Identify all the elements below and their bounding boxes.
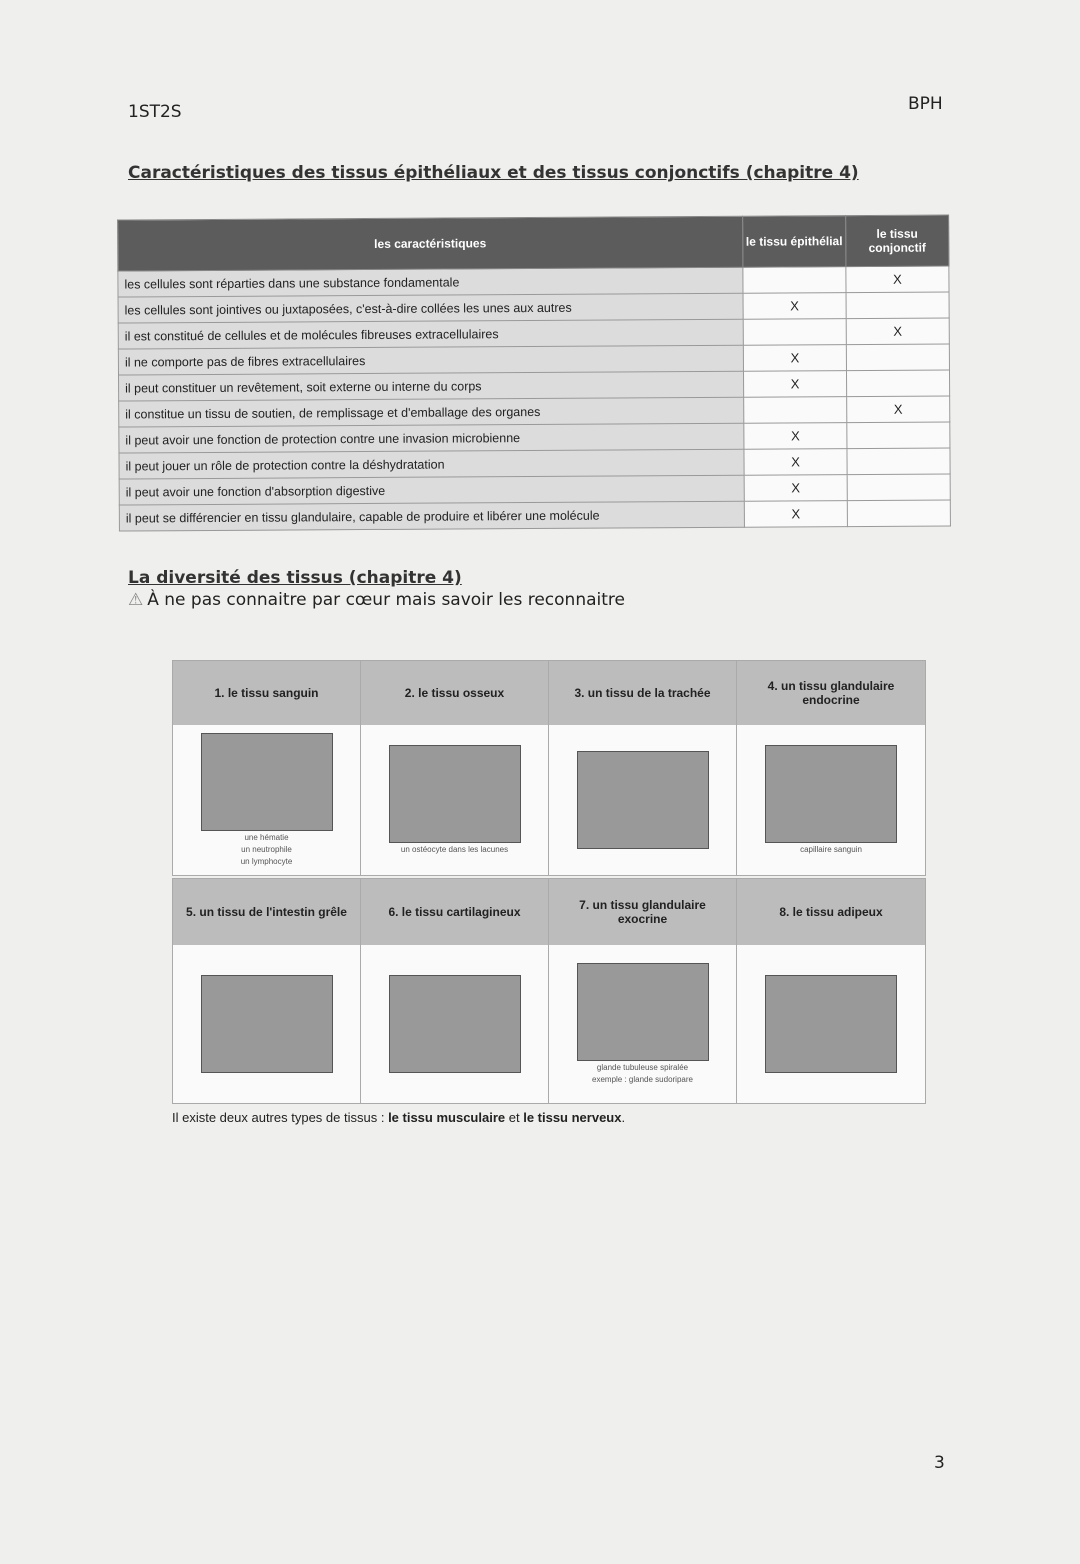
- conjonctif-mark: [846, 292, 949, 319]
- row-label: il peut constituer un revêtement, soit externe ou interne du corps: [119, 371, 744, 401]
- conjonctif-mark: [846, 370, 949, 397]
- conjonctif-mark: [847, 448, 950, 475]
- tissue-cell: [737, 661, 925, 875]
- col-header-conjonctif: le tissu conjonctif: [846, 215, 949, 267]
- epithelial-mark: [743, 267, 846, 294]
- conjonctif-mark: [847, 422, 950, 449]
- epithelial-mark: [743, 319, 846, 346]
- footer-sentence: [172, 1110, 625, 1125]
- tissue-grid-row-2: [172, 878, 926, 1104]
- epithelial-mark: X: [743, 293, 846, 320]
- class-label: 1ST2S: [128, 102, 182, 122]
- footer-end: .: [621, 1110, 626, 1125]
- footer-muscle: le tissu musculaire: [388, 1110, 506, 1125]
- tissue-cell: [173, 879, 361, 1103]
- warning-text: À ne pas connaitre par cœur mais savoir les reconnaitre: [147, 590, 625, 610]
- footer-text: Il existe deux autres types de tissus :: [172, 1110, 389, 1125]
- tissue-illustration: [201, 975, 333, 1073]
- row-label: il constitue un tissu de soutien, de remplissage et d'emballage des organes: [119, 397, 744, 427]
- section2-title: La diversité des tissus (chapitre 4): [128, 568, 462, 588]
- tissue-illustration: [389, 975, 521, 1073]
- tissue-title: 2. le tissu osseux: [361, 661, 548, 725]
- tissue-annotation: capillaire sanguin: [800, 845, 862, 854]
- epithelial-mark: X: [744, 475, 847, 502]
- epithelial-mark: [744, 397, 847, 424]
- tissue-annotation: un lymphocyte: [240, 857, 293, 866]
- tissue-cell: [173, 661, 361, 875]
- footer-and: et: [505, 1110, 524, 1125]
- tissue-illustration: [765, 975, 897, 1073]
- page-number: 3: [934, 1453, 945, 1473]
- row-label: il est constitué de cellules et de molécules fibreuses extracellulaires: [118, 319, 743, 349]
- tissue-illustration: [389, 745, 521, 843]
- tissue-title: 8. le tissu adipeux: [737, 879, 925, 945]
- row-label: il peut se différencier en tissu glandulaire, capable de produire et libérer une molécule: [119, 501, 744, 531]
- tissue-title: 7. un tissu glandulaire exocrine: [549, 879, 736, 945]
- tissue-cell: [549, 661, 737, 875]
- tissue-title: 4. un tissu glandulaire endocrine: [737, 661, 925, 725]
- tissue-illustration: [201, 733, 333, 831]
- tissue-title: 3. un tissu de la trachée: [549, 661, 736, 725]
- col-header-epithelial: le tissu épithélial: [743, 216, 846, 268]
- conjonctif-mark: [847, 474, 950, 501]
- conjonctif-mark: [847, 500, 950, 527]
- conjonctif-mark: [846, 344, 949, 371]
- tissue-cell: [361, 661, 549, 875]
- tissue-title: 1. le tissu sanguin: [173, 661, 360, 725]
- epithelial-mark: X: [743, 345, 846, 372]
- tissue-cell: [737, 879, 925, 1103]
- row-label: les cellules sont réparties dans une substance fondamentale: [118, 267, 743, 297]
- row-label: il peut avoir une fonction de protection contre une invasion microbienne: [119, 423, 744, 453]
- row-label: les cellules sont jointives ou juxtaposées, c'est-à-dire collées les unes aux autres: [118, 293, 743, 323]
- row-label: il peut avoir une fonction d'absorption digestive: [119, 475, 744, 505]
- characteristics-table: [117, 214, 951, 531]
- tissue-annotation: un neutrophile: [241, 845, 292, 854]
- conjonctif-mark: X: [847, 396, 950, 423]
- subject-label: BPH: [908, 94, 943, 114]
- tissue-cell: [549, 879, 737, 1103]
- tissue-annotation: un ostéocyte dans les lacunes: [400, 845, 509, 854]
- conjonctif-mark: X: [846, 318, 949, 345]
- tissue-annotation: glande tubuleuse spiralée: [596, 1063, 689, 1072]
- epithelial-mark: X: [743, 371, 846, 398]
- row-label: il peut jouer un rôle de protection contre la déshydratation: [119, 449, 744, 479]
- epithelial-mark: X: [744, 449, 847, 476]
- conjonctif-mark: X: [846, 266, 949, 293]
- row-label: il ne comporte pas de fibres extracellulaires: [118, 345, 743, 375]
- epithelial-mark: X: [744, 501, 847, 528]
- warning-icon: ⚠: [128, 590, 144, 610]
- tissue-title: 6. le tissu cartilagineux: [361, 879, 548, 945]
- col-header-characteristics: les caractéristiques: [118, 216, 743, 271]
- tissue-annotation: exemple : glande sudoripare: [592, 1075, 693, 1084]
- tissue-title: 5. un tissu de l'intestin grêle: [173, 879, 360, 945]
- epithelial-mark: X: [744, 423, 847, 450]
- tissue-cell: [361, 879, 549, 1103]
- footer-nerve: le tissu nerveux: [523, 1110, 622, 1125]
- tissue-illustration: [577, 963, 709, 1061]
- tissue-illustration: [765, 745, 897, 843]
- tissue-illustration: [577, 751, 709, 849]
- tissue-grid-row-1: [172, 660, 926, 876]
- tissue-annotation: une hématie: [244, 833, 289, 842]
- table-row: [119, 500, 950, 531]
- section1-title: Caractéristiques des tissus épithéliaux et des tissus conjonctifs (chapitre 4): [128, 163, 859, 183]
